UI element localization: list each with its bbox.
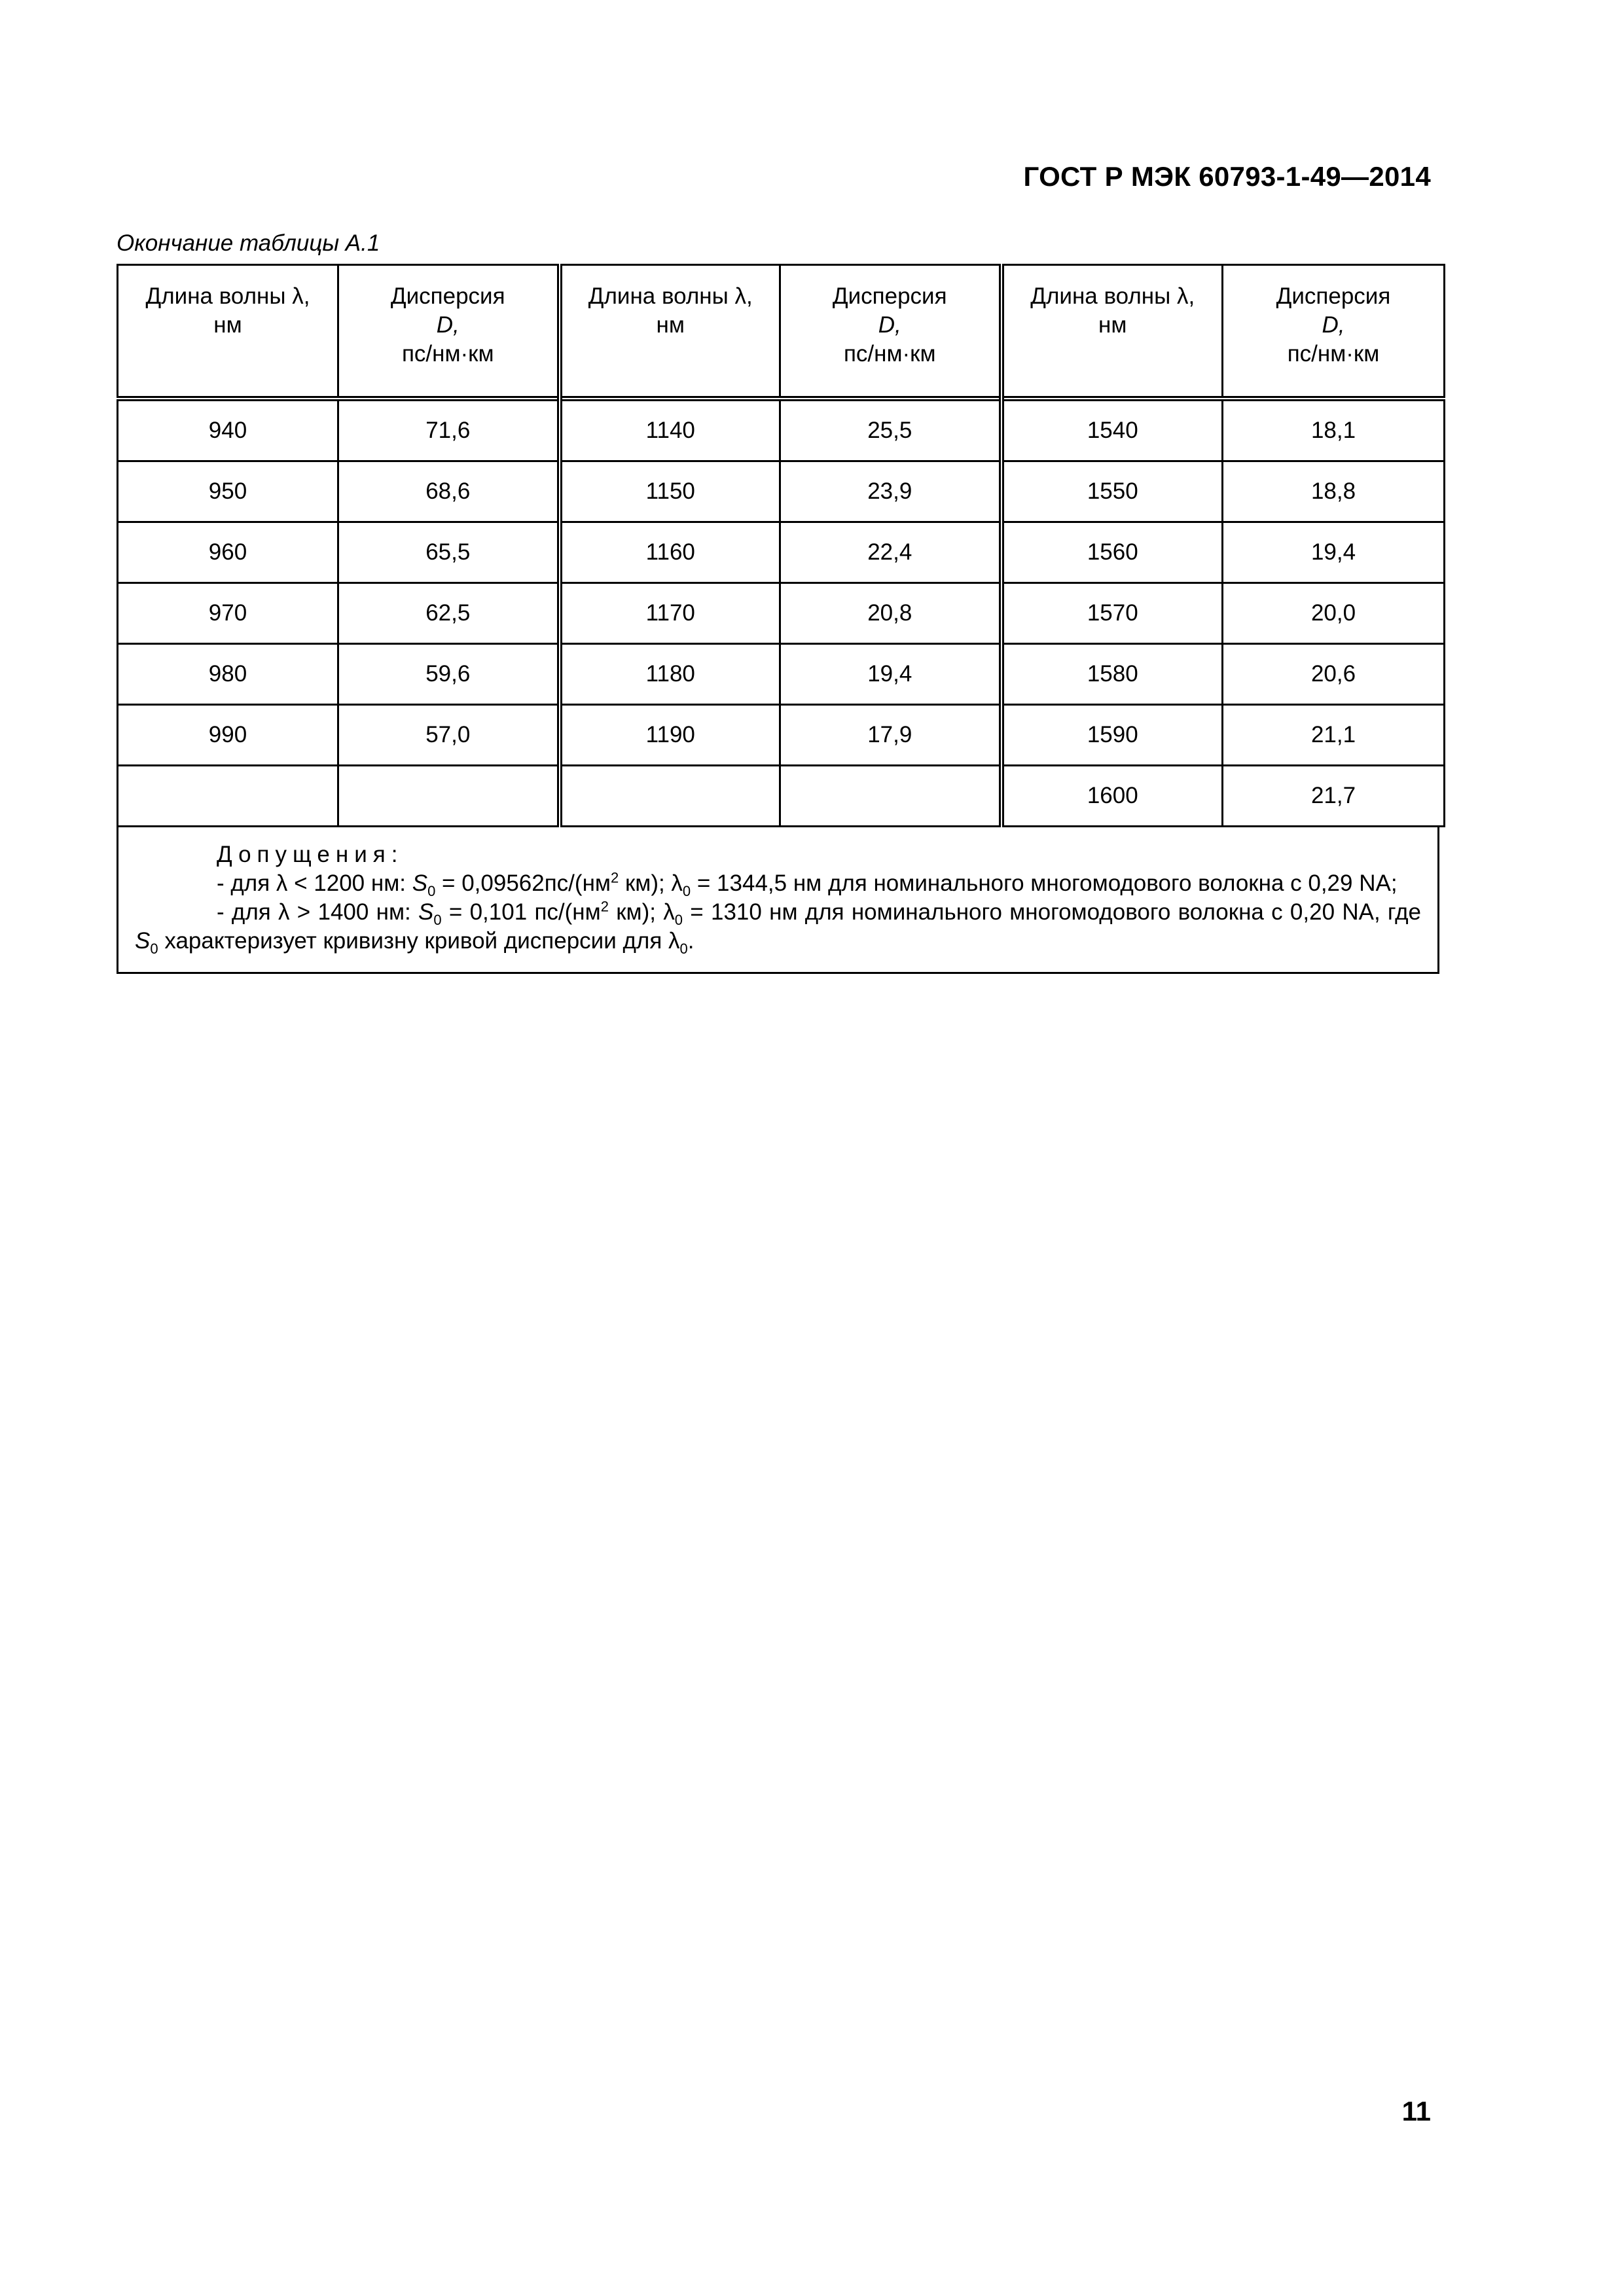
header-unit: пс/нм·км	[401, 341, 494, 367]
dispersion-cell: 23,9	[780, 461, 1001, 522]
wavelength-cell: 970	[118, 583, 338, 644]
note-text: = 1310 нм для номинального многомодового волокна с 0,20 NA, где	[683, 899, 1422, 925]
dispersion-cell: 19,4	[1223, 522, 1445, 583]
table-row	[118, 583, 1445, 644]
dispersion-cell: 19,4	[780, 644, 1001, 705]
header-symbol: D,	[1322, 312, 1345, 338]
header-unit: пс/нм·км	[1287, 341, 1380, 367]
note-text: .	[687, 928, 695, 954]
wavelength-cell: 1560	[1001, 522, 1223, 583]
note-subscript: 0	[674, 912, 683, 928]
note-text: характеризует кривизну кривой дисперсии для λ	[158, 928, 680, 954]
header-line: Дисперсия	[1276, 283, 1391, 309]
header-symbol: D,	[436, 312, 460, 338]
note-subscript: 0	[150, 941, 158, 957]
note-text: км); λ	[619, 870, 683, 896]
note-text: км); λ	[608, 899, 675, 925]
note-subscript: 0	[433, 912, 442, 928]
wavelength-cell: 1150	[560, 461, 780, 522]
table-caption: Окончание таблицы А.1	[117, 230, 380, 256]
dispersion-cell: 20,0	[1223, 583, 1445, 644]
dispersion-cell: 57,0	[338, 705, 560, 766]
header-line: Длина волны λ,	[145, 283, 310, 309]
note-text: = 0,09562пс/(нм	[435, 870, 611, 896]
note-line-2	[135, 898, 1421, 956]
dispersion-cell: 17,9	[780, 705, 1001, 766]
table-row	[118, 461, 1445, 522]
dispersion-cell: 20,8	[780, 583, 1001, 644]
wavelength-cell: 990	[118, 705, 338, 766]
wavelength-cell: 1590	[1001, 705, 1223, 766]
table-header-row	[118, 265, 1445, 399]
note-heading: Допущения:	[217, 842, 404, 867]
page-number: 11	[1401, 2096, 1431, 2126]
dispersion-cell: 21,7	[1223, 766, 1445, 827]
wavelength-cell: 1180	[560, 644, 780, 705]
header-line: Длина волны λ,	[1030, 283, 1195, 309]
wavelength-cell: 980	[118, 644, 338, 705]
note-superscript: 2	[610, 869, 619, 886]
note-symbol: S	[418, 899, 434, 925]
note-subscript: 0	[427, 883, 436, 899]
header-unit: нм	[213, 312, 242, 338]
wavelength-cell: 960	[118, 522, 338, 583]
dispersion-cell	[780, 766, 1001, 827]
dispersion-cell: 22,4	[780, 522, 1001, 583]
note-symbol: S	[135, 928, 151, 954]
dispersion-cell: 18,8	[1223, 461, 1445, 522]
note-text: = 0,101 пс/(нм	[441, 899, 601, 925]
note-subscript: 0	[682, 883, 691, 899]
dispersion-cell: 71,6	[338, 399, 560, 461]
table-row	[118, 705, 1445, 766]
dispersion-table	[117, 264, 1443, 974]
header-wavelength	[1001, 265, 1223, 399]
table-row	[118, 644, 1445, 705]
header-unit: нм	[1098, 312, 1127, 338]
wavelength-cell: 1570	[1001, 583, 1223, 644]
header-dispersion	[780, 265, 1001, 399]
dispersion-cell: 65,5	[338, 522, 560, 583]
wavelength-cell: 1600	[1001, 766, 1223, 827]
wavelength-cell	[560, 766, 780, 827]
dispersion-cell: 20,6	[1223, 644, 1445, 705]
dispersion-cell: 68,6	[338, 461, 560, 522]
wavelength-cell	[118, 766, 338, 827]
header-line: Дисперсия	[390, 283, 505, 309]
header-wavelength	[560, 265, 780, 399]
wavelength-cell: 1160	[560, 522, 780, 583]
dispersion-cell	[338, 766, 560, 827]
note-text: = 1344,5 нм для номинального многомодового волокна с 0,29 NA;	[691, 870, 1398, 896]
header-line: Дисперсия	[832, 283, 947, 309]
note-subscript: 0	[679, 941, 688, 957]
wavelength-cell: 1190	[560, 705, 780, 766]
wavelength-cell: 1170	[560, 583, 780, 644]
wavelength-cell: 1140	[560, 399, 780, 461]
table-row	[118, 399, 1445, 461]
note-symbol: S	[412, 870, 428, 896]
header-symbol: D,	[878, 312, 901, 338]
note-line-1	[135, 869, 1421, 898]
wavelength-cell: 1580	[1001, 644, 1223, 705]
dispersion-cell: 18,1	[1223, 399, 1445, 461]
dispersion-cell: 59,6	[338, 644, 560, 705]
header-wavelength	[118, 265, 338, 399]
header-dispersion	[338, 265, 560, 399]
wavelength-cell: 940	[118, 399, 338, 461]
wavelength-cell: 1540	[1001, 399, 1223, 461]
table-row	[118, 766, 1445, 827]
note-text: - для λ < 1200 нм:	[217, 870, 412, 896]
wavelength-cell: 1550	[1001, 461, 1223, 522]
document-code: ГОСТ Р МЭК 60793-1-49—2014	[1023, 161, 1431, 192]
dispersion-cell: 62,5	[338, 583, 560, 644]
header-line: Длина волны λ,	[588, 283, 753, 309]
dispersion-cell: 25,5	[780, 399, 1001, 461]
note-text: - для λ > 1400 нм:	[217, 899, 418, 925]
header-unit: нм	[656, 312, 685, 338]
table-row	[118, 522, 1445, 583]
wavelength-cell: 950	[118, 461, 338, 522]
header-dispersion	[1223, 265, 1445, 399]
dispersion-cell: 21,1	[1223, 705, 1445, 766]
assumptions-note	[117, 827, 1439, 974]
header-unit: пс/нм·км	[843, 341, 936, 367]
table-grid	[117, 264, 1445, 827]
note-superscript: 2	[600, 898, 609, 915]
